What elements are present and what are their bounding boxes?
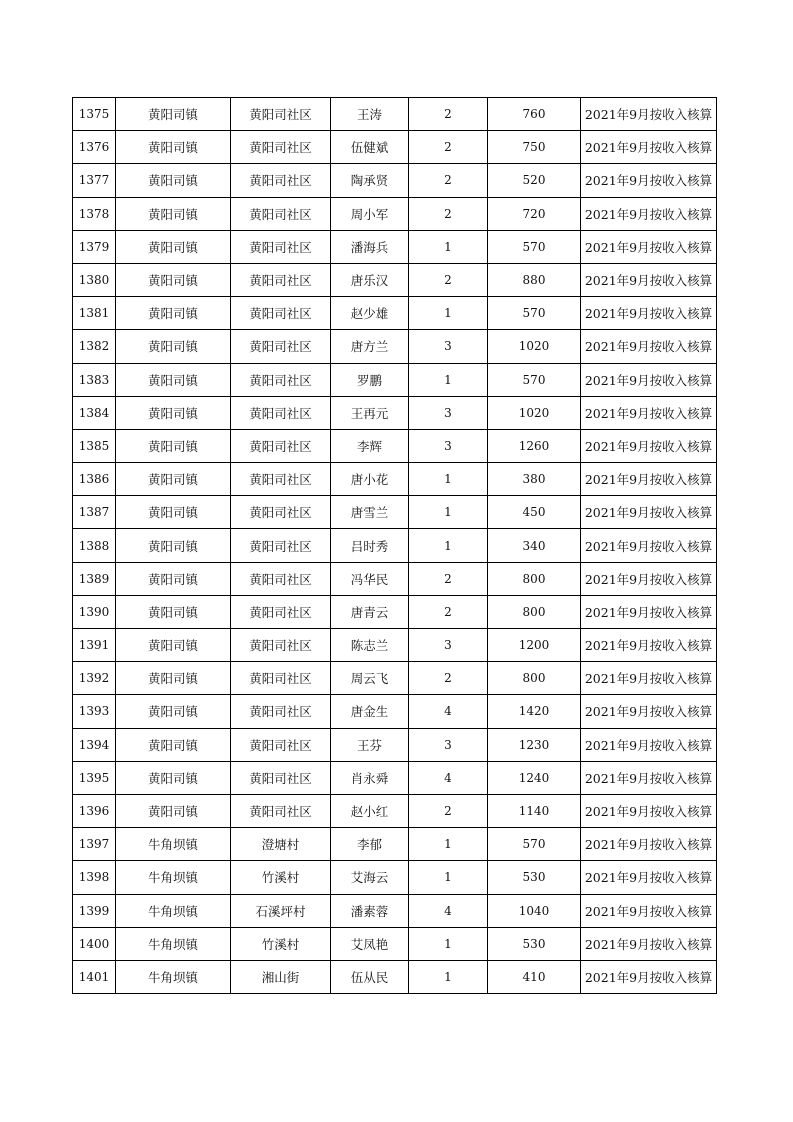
table-row xyxy=(73,695,717,728)
cell-village: 石溪坪村 xyxy=(231,894,331,927)
cell-town: 黄阳司镇 xyxy=(116,230,231,263)
cell-person-name: 王再元 xyxy=(331,396,409,429)
cell-amount: 800 xyxy=(488,662,581,695)
cell-serial-number: 1400 xyxy=(73,927,116,960)
cell-remark: 2021年9月按收入核算 xyxy=(581,297,717,330)
cell-household-size: 3 xyxy=(409,396,488,429)
cell-person-name: 唐金生 xyxy=(331,695,409,728)
cell-village: 黄阳司社区 xyxy=(231,297,331,330)
cell-serial-number: 1387 xyxy=(73,496,116,529)
table-row xyxy=(73,761,717,794)
cell-amount: 760 xyxy=(488,98,581,131)
cell-village: 澄塘村 xyxy=(231,828,331,861)
cell-household-size: 1 xyxy=(409,297,488,330)
cell-household-size: 2 xyxy=(409,263,488,296)
cell-village: 黄阳司社区 xyxy=(231,794,331,827)
table-row xyxy=(73,794,717,827)
cell-remark: 2021年9月按收入核算 xyxy=(581,695,717,728)
cell-town: 黄阳司镇 xyxy=(116,297,231,330)
cell-town: 黄阳司镇 xyxy=(116,197,231,230)
table-row xyxy=(73,496,717,529)
cell-amount: 570 xyxy=(488,363,581,396)
cell-serial-number: 1388 xyxy=(73,529,116,562)
cell-remark: 2021年9月按收入核算 xyxy=(581,761,717,794)
cell-town: 黄阳司镇 xyxy=(116,396,231,429)
cell-town: 黄阳司镇 xyxy=(116,263,231,296)
cell-remark: 2021年9月按收入核算 xyxy=(581,330,717,363)
cell-person-name: 吕时秀 xyxy=(331,529,409,562)
cell-remark: 2021年9月按收入核算 xyxy=(581,496,717,529)
cell-amount: 530 xyxy=(488,861,581,894)
cell-village: 黄阳司社区 xyxy=(231,98,331,131)
cell-serial-number: 1398 xyxy=(73,861,116,894)
cell-person-name: 唐青云 xyxy=(331,595,409,628)
cell-household-size: 2 xyxy=(409,98,488,131)
cell-household-size: 1 xyxy=(409,496,488,529)
cell-village: 黄阳司社区 xyxy=(231,662,331,695)
cell-village: 黄阳司社区 xyxy=(231,595,331,628)
cell-household-size: 1 xyxy=(409,230,488,263)
cell-serial-number: 1394 xyxy=(73,728,116,761)
cell-town: 黄阳司镇 xyxy=(116,429,231,462)
cell-household-size: 1 xyxy=(409,363,488,396)
cell-person-name: 李辉 xyxy=(331,429,409,462)
cell-amount: 530 xyxy=(488,927,581,960)
cell-person-name: 唐雪兰 xyxy=(331,496,409,529)
cell-town: 黄阳司镇 xyxy=(116,98,231,131)
cell-remark: 2021年9月按收入核算 xyxy=(581,429,717,462)
cell-household-size: 2 xyxy=(409,131,488,164)
cell-serial-number: 1393 xyxy=(73,695,116,728)
cell-person-name: 伍健斌 xyxy=(331,131,409,164)
cell-town: 黄阳司镇 xyxy=(116,529,231,562)
table-row xyxy=(73,662,717,695)
cell-household-size: 2 xyxy=(409,662,488,695)
cell-household-size: 2 xyxy=(409,197,488,230)
cell-serial-number: 1389 xyxy=(73,562,116,595)
cell-person-name: 肖永舜 xyxy=(331,761,409,794)
cell-remark: 2021年9月按收入核算 xyxy=(581,629,717,662)
cell-remark: 2021年9月按收入核算 xyxy=(581,794,717,827)
cell-remark: 2021年9月按收入核算 xyxy=(581,728,717,761)
table-row xyxy=(73,330,717,363)
cell-amount: 1140 xyxy=(488,794,581,827)
cell-amount: 380 xyxy=(488,463,581,496)
cell-village: 黄阳司社区 xyxy=(231,230,331,263)
cell-serial-number: 1395 xyxy=(73,761,116,794)
cell-amount: 1420 xyxy=(488,695,581,728)
cell-serial-number: 1385 xyxy=(73,429,116,462)
cell-amount: 1230 xyxy=(488,728,581,761)
cell-village: 黄阳司社区 xyxy=(231,728,331,761)
cell-serial-number: 1375 xyxy=(73,98,116,131)
cell-serial-number: 1376 xyxy=(73,131,116,164)
cell-amount: 800 xyxy=(488,562,581,595)
assistance-table xyxy=(72,97,717,994)
cell-amount: 1040 xyxy=(488,894,581,927)
cell-amount: 1240 xyxy=(488,761,581,794)
cell-town: 黄阳司镇 xyxy=(116,695,231,728)
cell-person-name: 陈志兰 xyxy=(331,629,409,662)
cell-village: 黄阳司社区 xyxy=(231,629,331,662)
table-row xyxy=(73,960,717,993)
cell-remark: 2021年9月按收入核算 xyxy=(581,98,717,131)
cell-village: 湘山街 xyxy=(231,960,331,993)
cell-person-name: 周小军 xyxy=(331,197,409,230)
cell-town: 黄阳司镇 xyxy=(116,662,231,695)
cell-town: 牛角坝镇 xyxy=(116,861,231,894)
cell-person-name: 艾海云 xyxy=(331,861,409,894)
cell-household-size: 4 xyxy=(409,894,488,927)
cell-village: 黄阳司社区 xyxy=(231,529,331,562)
cell-amount: 570 xyxy=(488,828,581,861)
table-row xyxy=(73,164,717,197)
cell-remark: 2021年9月按收入核算 xyxy=(581,828,717,861)
cell-household-size: 2 xyxy=(409,595,488,628)
cell-remark: 2021年9月按收入核算 xyxy=(581,230,717,263)
cell-remark: 2021年9月按收入核算 xyxy=(581,197,717,230)
cell-household-size: 2 xyxy=(409,164,488,197)
cell-town: 黄阳司镇 xyxy=(116,463,231,496)
table-row xyxy=(73,894,717,927)
cell-town: 黄阳司镇 xyxy=(116,595,231,628)
cell-serial-number: 1401 xyxy=(73,960,116,993)
table-body xyxy=(73,98,717,994)
cell-remark: 2021年9月按收入核算 xyxy=(581,396,717,429)
cell-person-name: 周云飞 xyxy=(331,662,409,695)
cell-serial-number: 1384 xyxy=(73,396,116,429)
cell-household-size: 3 xyxy=(409,629,488,662)
cell-village: 黄阳司社区 xyxy=(231,330,331,363)
cell-serial-number: 1386 xyxy=(73,463,116,496)
cell-village: 黄阳司社区 xyxy=(231,396,331,429)
table-row xyxy=(73,529,717,562)
cell-household-size: 2 xyxy=(409,794,488,827)
cell-village: 黄阳司社区 xyxy=(231,164,331,197)
cell-remark: 2021年9月按收入核算 xyxy=(581,363,717,396)
cell-amount: 520 xyxy=(488,164,581,197)
cell-household-size: 1 xyxy=(409,960,488,993)
cell-town: 黄阳司镇 xyxy=(116,794,231,827)
cell-person-name: 潘海兵 xyxy=(331,230,409,263)
cell-amount: 1020 xyxy=(488,330,581,363)
cell-town: 牛角坝镇 xyxy=(116,960,231,993)
cell-serial-number: 1383 xyxy=(73,363,116,396)
cell-village: 黄阳司社区 xyxy=(231,562,331,595)
cell-village: 黄阳司社区 xyxy=(231,197,331,230)
cell-person-name: 陶承贤 xyxy=(331,164,409,197)
cell-village: 竹溪村 xyxy=(231,927,331,960)
cell-remark: 2021年9月按收入核算 xyxy=(581,861,717,894)
cell-household-size: 1 xyxy=(409,463,488,496)
cell-household-size: 1 xyxy=(409,828,488,861)
cell-household-size: 3 xyxy=(409,330,488,363)
cell-amount: 1020 xyxy=(488,396,581,429)
cell-person-name: 李郁 xyxy=(331,828,409,861)
cell-village: 黄阳司社区 xyxy=(231,695,331,728)
cell-person-name: 赵小红 xyxy=(331,794,409,827)
cell-serial-number: 1396 xyxy=(73,794,116,827)
cell-person-name: 冯华民 xyxy=(331,562,409,595)
table-row xyxy=(73,861,717,894)
cell-village: 黄阳司社区 xyxy=(231,463,331,496)
table-row xyxy=(73,197,717,230)
cell-town: 牛角坝镇 xyxy=(116,828,231,861)
table-row xyxy=(73,629,717,662)
cell-amount: 880 xyxy=(488,263,581,296)
cell-serial-number: 1382 xyxy=(73,330,116,363)
cell-amount: 570 xyxy=(488,297,581,330)
cell-village: 黄阳司社区 xyxy=(231,496,331,529)
cell-town: 黄阳司镇 xyxy=(116,761,231,794)
table-row xyxy=(73,595,717,628)
cell-village: 黄阳司社区 xyxy=(231,363,331,396)
cell-person-name: 潘素蓉 xyxy=(331,894,409,927)
cell-serial-number: 1390 xyxy=(73,595,116,628)
cell-amount: 750 xyxy=(488,131,581,164)
cell-remark: 2021年9月按收入核算 xyxy=(581,529,717,562)
cell-amount: 720 xyxy=(488,197,581,230)
cell-person-name: 王涛 xyxy=(331,98,409,131)
cell-town: 牛角坝镇 xyxy=(116,894,231,927)
table-row xyxy=(73,927,717,960)
cell-household-size: 4 xyxy=(409,761,488,794)
cell-amount: 1200 xyxy=(488,629,581,662)
cell-town: 黄阳司镇 xyxy=(116,496,231,529)
cell-serial-number: 1392 xyxy=(73,662,116,695)
cell-village: 黄阳司社区 xyxy=(231,131,331,164)
table-row xyxy=(73,297,717,330)
cell-person-name: 王芬 xyxy=(331,728,409,761)
table-row xyxy=(73,230,717,263)
cell-serial-number: 1380 xyxy=(73,263,116,296)
cell-serial-number: 1399 xyxy=(73,894,116,927)
cell-town: 黄阳司镇 xyxy=(116,629,231,662)
cell-remark: 2021年9月按收入核算 xyxy=(581,927,717,960)
table-row xyxy=(73,728,717,761)
cell-person-name: 伍从民 xyxy=(331,960,409,993)
cell-remark: 2021年9月按收入核算 xyxy=(581,463,717,496)
cell-remark: 2021年9月按收入核算 xyxy=(581,595,717,628)
cell-person-name: 艾凤艳 xyxy=(331,927,409,960)
cell-amount: 800 xyxy=(488,595,581,628)
cell-remark: 2021年9月按收入核算 xyxy=(581,562,717,595)
table-row xyxy=(73,263,717,296)
cell-serial-number: 1377 xyxy=(73,164,116,197)
cell-village: 黄阳司社区 xyxy=(231,761,331,794)
cell-town: 黄阳司镇 xyxy=(116,363,231,396)
cell-serial-number: 1381 xyxy=(73,297,116,330)
cell-serial-number: 1378 xyxy=(73,197,116,230)
cell-serial-number: 1397 xyxy=(73,828,116,861)
cell-remark: 2021年9月按收入核算 xyxy=(581,960,717,993)
cell-amount: 1260 xyxy=(488,429,581,462)
table-row xyxy=(73,463,717,496)
cell-remark: 2021年9月按收入核算 xyxy=(581,131,717,164)
cell-person-name: 赵少雄 xyxy=(331,297,409,330)
cell-village: 竹溪村 xyxy=(231,861,331,894)
cell-town: 黄阳司镇 xyxy=(116,330,231,363)
table-row xyxy=(73,98,717,131)
cell-serial-number: 1379 xyxy=(73,230,116,263)
cell-town: 牛角坝镇 xyxy=(116,927,231,960)
cell-person-name: 唐方兰 xyxy=(331,330,409,363)
cell-village: 黄阳司社区 xyxy=(231,263,331,296)
cell-household-size: 4 xyxy=(409,695,488,728)
cell-town: 黄阳司镇 xyxy=(116,164,231,197)
cell-person-name: 唐小花 xyxy=(331,463,409,496)
cell-village: 黄阳司社区 xyxy=(231,429,331,462)
cell-remark: 2021年9月按收入核算 xyxy=(581,263,717,296)
table-row xyxy=(73,429,717,462)
cell-amount: 450 xyxy=(488,496,581,529)
cell-household-size: 1 xyxy=(409,927,488,960)
table-row xyxy=(73,828,717,861)
cell-town: 黄阳司镇 xyxy=(116,562,231,595)
cell-household-size: 1 xyxy=(409,529,488,562)
table-row xyxy=(73,562,717,595)
table-row xyxy=(73,363,717,396)
cell-household-size: 3 xyxy=(409,429,488,462)
cell-remark: 2021年9月按收入核算 xyxy=(581,662,717,695)
cell-serial-number: 1391 xyxy=(73,629,116,662)
cell-household-size: 3 xyxy=(409,728,488,761)
cell-remark: 2021年9月按收入核算 xyxy=(581,164,717,197)
table-row xyxy=(73,396,717,429)
cell-amount: 570 xyxy=(488,230,581,263)
cell-amount: 340 xyxy=(488,529,581,562)
cell-person-name: 唐乐汉 xyxy=(331,263,409,296)
cell-household-size: 2 xyxy=(409,562,488,595)
cell-town: 黄阳司镇 xyxy=(116,728,231,761)
cell-amount: 410 xyxy=(488,960,581,993)
cell-person-name: 罗鹏 xyxy=(331,363,409,396)
cell-household-size: 1 xyxy=(409,861,488,894)
table-row xyxy=(73,131,717,164)
cell-town: 黄阳司镇 xyxy=(116,131,231,164)
cell-remark: 2021年9月按收入核算 xyxy=(581,894,717,927)
